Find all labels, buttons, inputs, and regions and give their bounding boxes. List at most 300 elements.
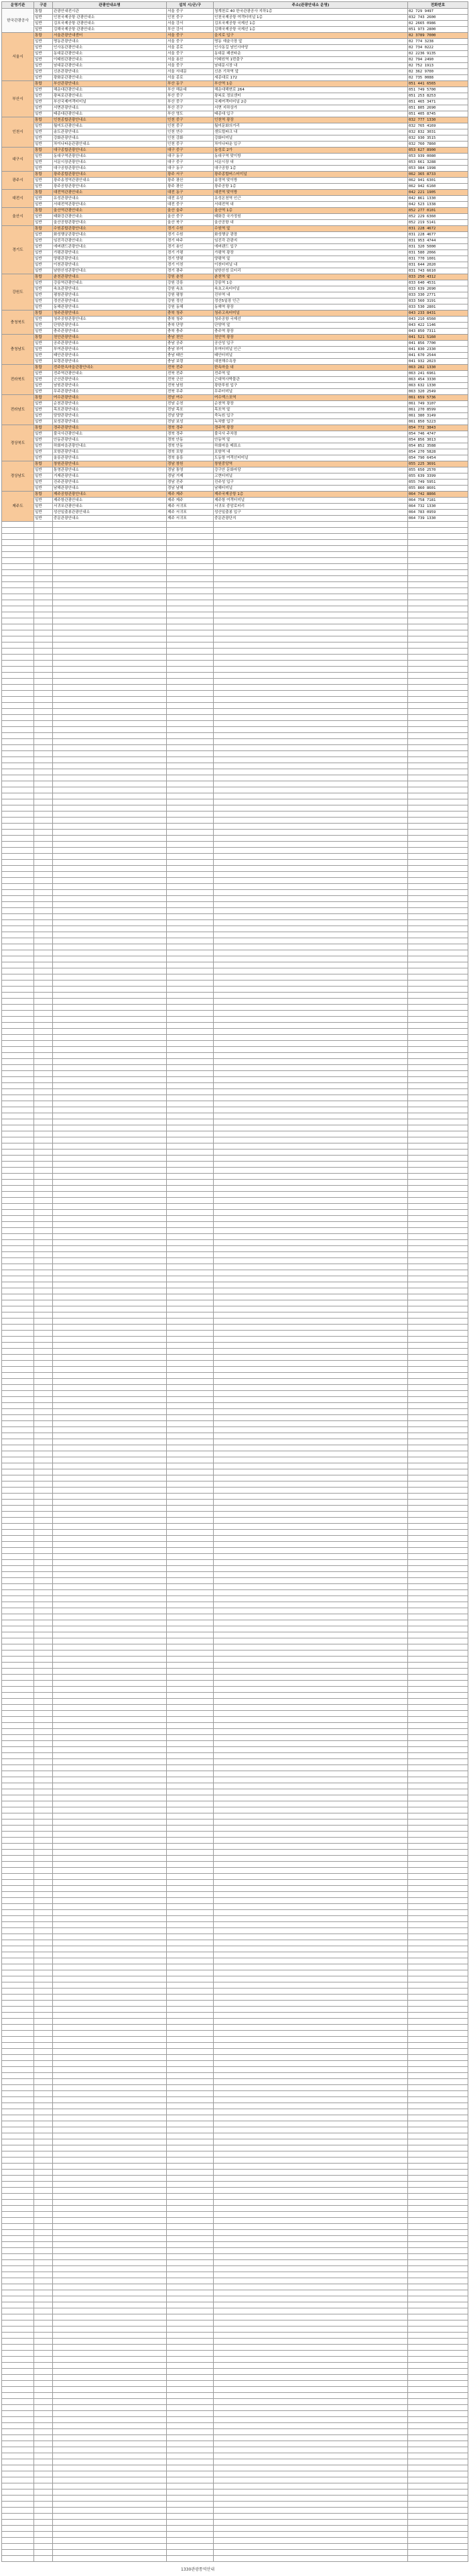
empty-cell [214, 926, 408, 932]
empty-cell [53, 1819, 167, 1826]
tel-cell: 031 770 1001 [408, 256, 468, 262]
empty-cell [2, 1560, 34, 1566]
empty-cell [2, 932, 34, 938]
empty-cell [2, 1276, 34, 1282]
empty-cell [2, 1638, 34, 1644]
empty-cell [167, 787, 214, 793]
empty-cell [2, 787, 34, 793]
empty-cell [2, 1626, 34, 1632]
empty-cell [53, 1385, 167, 1391]
table-row [2, 172, 468, 178]
type-cell: 일반 [34, 202, 53, 208]
location-cell: 인천 중구 [167, 142, 214, 148]
empty-cell [167, 884, 214, 890]
empty-cell [34, 1131, 53, 1137]
name-cell: 포항관광안내소 [53, 449, 167, 455]
table-row [2, 395, 468, 401]
empty-row [2, 1210, 468, 1216]
empty-cell [408, 1288, 468, 1294]
empty-cell [2, 1765, 34, 1771]
empty-row [2, 624, 468, 630]
empty-cell [34, 2514, 53, 2520]
type-cell: 일반 [34, 196, 53, 202]
empty-cell [2, 1234, 34, 1240]
empty-cell [167, 1288, 214, 1294]
empty-cell [34, 1723, 53, 1729]
empty-cell [2, 1572, 34, 1578]
empty-cell [408, 1071, 468, 1077]
empty-cell [2, 2170, 34, 2176]
empty-cell [2, 1928, 34, 1934]
empty-row [2, 1409, 468, 1415]
empty-cell [408, 1168, 468, 1174]
empty-cell [408, 2381, 468, 2387]
empty-cell [34, 1379, 53, 1385]
empty-row [2, 2489, 468, 2496]
address-cell: 천안역 광장 [214, 335, 408, 341]
empty-cell [167, 2103, 214, 2109]
type-cell: 일반 [34, 244, 53, 250]
empty-cell [408, 1119, 468, 1125]
empty-cell [167, 1451, 214, 1457]
empty-cell [34, 1457, 53, 1463]
empty-row [2, 2393, 468, 2399]
empty-cell [53, 1813, 167, 1819]
address-cell: 경주역 광장 [214, 425, 408, 431]
empty-row [2, 811, 468, 818]
table-row [2, 33, 468, 39]
empty-cell [53, 1880, 167, 1886]
empty-cell [2, 1759, 34, 1765]
empty-cell [34, 1832, 53, 1838]
empty-row [2, 1053, 468, 1059]
empty-cell [408, 1361, 468, 1367]
empty-row [2, 2453, 468, 2459]
empty-cell [53, 1343, 167, 1349]
empty-cell [214, 1035, 408, 1041]
empty-cell [53, 1035, 167, 1041]
empty-cell [2, 691, 34, 697]
empty-cell [2, 1705, 34, 1711]
tel-cell: 054 772 3843 [408, 425, 468, 431]
empty-cell [214, 2556, 408, 2562]
empty-cell [53, 1023, 167, 1029]
empty-cell [34, 642, 53, 649]
empty-cell [2, 594, 34, 600]
empty-cell [408, 2538, 468, 2544]
empty-cell [167, 612, 214, 618]
empty-cell [214, 968, 408, 974]
empty-cell [167, 1518, 214, 1524]
empty-cell [53, 2387, 167, 2393]
empty-cell [167, 1735, 214, 1741]
tel-cell: 02 3789 7000 [408, 33, 468, 39]
tel-cell: 054 270 5828 [408, 449, 468, 455]
empty-cell [34, 1952, 53, 1958]
empty-row [2, 1264, 468, 1270]
empty-cell [167, 872, 214, 878]
type-cell: 일반 [34, 99, 53, 105]
empty-cell [34, 751, 53, 757]
empty-cell [167, 1995, 214, 2001]
empty-cell [167, 1131, 214, 1137]
empty-row [2, 1355, 468, 1361]
location-cell: 부산 영도 [167, 111, 214, 117]
empty-row [2, 558, 468, 564]
address-cell: 서대전역 내 [214, 202, 408, 208]
empty-cell [167, 1940, 214, 1946]
address-cell: 태화강 국가정원 [214, 214, 408, 220]
empty-cell [53, 2260, 167, 2266]
empty-cell [214, 2103, 408, 2109]
empty-cell [408, 1512, 468, 1518]
tel-cell: 051 805 2690 [408, 105, 468, 111]
empty-cell [408, 1125, 468, 1131]
empty-cell [34, 1874, 53, 1880]
empty-cell [53, 2339, 167, 2345]
empty-cell [53, 1590, 167, 1596]
empty-cell [214, 1168, 408, 1174]
empty-cell [2, 2423, 34, 2429]
empty-cell [167, 1029, 214, 1035]
empty-cell [214, 655, 408, 661]
empty-cell [53, 1789, 167, 1795]
empty-row [2, 1844, 468, 1850]
empty-cell [2, 1771, 34, 1777]
empty-row [2, 655, 468, 661]
empty-row [2, 642, 468, 649]
empty-row [2, 1427, 468, 1433]
empty-row [2, 2236, 468, 2242]
tel-cell: 052 219 5141 [408, 220, 468, 226]
name-cell: 제주공항관광안내소 [53, 492, 167, 498]
empty-row [2, 1294, 468, 1300]
empty-cell [214, 1663, 408, 1669]
address-cell: 동대문 패션타운 [214, 51, 408, 57]
name-cell: 광주종합관광안내소 [53, 172, 167, 178]
empty-cell [53, 1741, 167, 1747]
empty-row [2, 1143, 468, 1150]
empty-row [2, 2007, 468, 2013]
empty-row [2, 1850, 468, 1856]
empty-cell [53, 1162, 167, 1168]
empty-cell [34, 1494, 53, 1500]
tel-cell: 033 330 2771 [408, 292, 468, 298]
empty-cell [2, 914, 34, 920]
empty-cell [34, 528, 53, 534]
empty-cell [408, 2151, 468, 2158]
empty-cell [214, 1349, 408, 1355]
empty-cell [214, 981, 408, 987]
empty-cell [53, 2073, 167, 2079]
table-row [2, 335, 468, 341]
empty-cell [167, 1373, 214, 1379]
empty-cell [167, 1240, 214, 1246]
empty-cell [408, 2272, 468, 2278]
empty-row [2, 2001, 468, 2007]
table-row [2, 353, 468, 359]
empty-cell [53, 1349, 167, 1355]
empty-cell [53, 1113, 167, 1119]
empty-cell [34, 1735, 53, 1741]
empty-cell [408, 1578, 468, 1584]
type-cell: 일반 [34, 27, 53, 33]
empty-cell [53, 2025, 167, 2031]
empty-cell [34, 1252, 53, 1258]
name-cell: 하회마을관광안내소 [53, 443, 167, 449]
empty-cell [2, 1711, 34, 1717]
empty-cell [2, 2333, 34, 2339]
empty-cell [53, 1735, 167, 1741]
empty-cell [53, 920, 167, 926]
empty-cell [53, 1047, 167, 1053]
empty-cell [34, 618, 53, 624]
empty-cell [2, 2339, 34, 2345]
location-cell: 인천 중구 [167, 123, 214, 129]
empty-cell [408, 926, 468, 932]
empty-cell [2, 2254, 34, 2260]
empty-cell [408, 1319, 468, 1325]
empty-cell [2, 2435, 34, 2441]
empty-cell [214, 1023, 408, 1029]
empty-cell [408, 2188, 468, 2194]
empty-row [2, 2351, 468, 2357]
tel-cell: 051 749 5700 [408, 87, 468, 93]
type-cell: 일반 [34, 87, 53, 93]
empty-cell [2, 2091, 34, 2097]
empty-cell [214, 2405, 408, 2411]
empty-cell [53, 1650, 167, 1657]
tel-cell: 054 852 3588 [408, 443, 468, 449]
tel-cell: 02 362 9700 [408, 69, 468, 75]
empty-cell [2, 1083, 34, 1089]
empty-cell [408, 1355, 468, 1361]
empty-cell [34, 1035, 53, 1041]
empty-cell [2, 1910, 34, 1916]
empty-cell [408, 1813, 468, 1819]
empty-row [2, 1162, 468, 1168]
empty-row [2, 1838, 468, 1844]
empty-cell [34, 1125, 53, 1131]
header-region: 운영기관 [2, 2, 34, 9]
empty-cell [214, 1596, 408, 1602]
empty-cell [53, 2049, 167, 2055]
empty-row [2, 2049, 468, 2055]
empty-cell [214, 2230, 408, 2236]
empty-cell [2, 2290, 34, 2296]
empty-cell [53, 1439, 167, 1445]
empty-cell [167, 2453, 214, 2459]
table-row [2, 135, 468, 142]
empty-row [2, 1433, 468, 1439]
empty-cell [167, 2496, 214, 2502]
empty-cell [2, 1168, 34, 1174]
empty-cell [167, 781, 214, 787]
location-cell: 강원 속초 [167, 286, 214, 292]
empty-cell [53, 1409, 167, 1415]
empty-cell [214, 1433, 408, 1439]
empty-cell [53, 1331, 167, 1337]
empty-cell [408, 1995, 468, 2001]
empty-cell [34, 1500, 53, 1506]
empty-row [2, 564, 468, 570]
empty-cell [34, 2532, 53, 2538]
empty-cell [53, 1379, 167, 1385]
empty-cell [2, 1427, 34, 1433]
empty-cell [53, 1180, 167, 1186]
empty-cell [214, 1264, 408, 1270]
empty-cell [34, 721, 53, 727]
empty-row [2, 902, 468, 908]
empty-cell [408, 1095, 468, 1101]
empty-cell [167, 1620, 214, 1626]
empty-cell [214, 2260, 408, 2266]
empty-cell [408, 1439, 468, 1445]
empty-cell [408, 805, 468, 811]
empty-cell [167, 655, 214, 661]
empty-cell [53, 1192, 167, 1198]
empty-cell [408, 564, 468, 570]
empty-cell [2, 2471, 34, 2477]
empty-cell [34, 2176, 53, 2182]
name-cell: 부산국제여객터미널 [53, 99, 167, 105]
empty-cell [408, 2284, 468, 2290]
header-tel: 전화번호 [408, 2, 468, 9]
empty-cell [408, 1771, 468, 1777]
type-cell: 통합 [34, 226, 53, 232]
empty-cell [53, 1288, 167, 1294]
empty-cell [167, 1107, 214, 1113]
empty-cell [214, 2236, 408, 2242]
empty-cell [167, 938, 214, 944]
empty-cell [53, 522, 167, 528]
empty-row [2, 2061, 468, 2067]
empty-cell [167, 1011, 214, 1017]
empty-cell [34, 962, 53, 968]
tel-cell: 055 749 5951 [408, 480, 468, 486]
empty-cell [34, 872, 53, 878]
empty-cell [34, 2465, 53, 2471]
empty-cell [34, 842, 53, 848]
empty-cell [408, 1904, 468, 1910]
empty-cell [408, 2139, 468, 2145]
empty-cell [167, 1982, 214, 1989]
name-cell: 태종대관광안내소 [53, 111, 167, 117]
empty-cell [214, 2176, 408, 2182]
empty-cell [34, 1162, 53, 1168]
empty-cell [34, 1240, 53, 1246]
empty-cell [53, 811, 167, 818]
empty-cell [34, 1663, 53, 1669]
empty-cell [53, 757, 167, 763]
empty-row [2, 1644, 468, 1650]
empty-row [2, 570, 468, 576]
empty-cell [214, 600, 408, 606]
empty-cell [2, 1331, 34, 1337]
empty-cell [408, 2254, 468, 2260]
empty-cell [53, 1717, 167, 1723]
empty-cell [408, 2429, 468, 2435]
empty-cell [167, 824, 214, 830]
empty-cell [34, 987, 53, 993]
tel-cell: 031 320 5000 [408, 244, 468, 250]
empty-cell [2, 2013, 34, 2019]
empty-cell [214, 2109, 408, 2115]
empty-cell [408, 715, 468, 721]
empty-cell [167, 1246, 214, 1252]
empty-cell [2, 1029, 34, 1035]
type-cell: 통합 [34, 9, 53, 15]
empty-cell [214, 1005, 408, 1011]
empty-cell [2, 1934, 34, 1940]
empty-cell [214, 878, 408, 884]
empty-cell [214, 1258, 408, 1264]
empty-cell [2, 1807, 34, 1813]
empty-cell [214, 1970, 408, 1976]
type-cell: 일반 [34, 214, 53, 220]
empty-cell [214, 769, 408, 775]
empty-cell [2, 630, 34, 636]
empty-cell [34, 1536, 53, 1542]
empty-cell [408, 1717, 468, 1723]
empty-row [2, 2532, 468, 2538]
name-cell: 광복로관광안내소 [53, 93, 167, 99]
empty-cell [53, 630, 167, 636]
empty-cell [34, 1657, 53, 1663]
location-cell: 경남 진주 [167, 480, 214, 486]
empty-cell [214, 1481, 408, 1488]
empty-cell [2, 2502, 34, 2508]
empty-cell [34, 1319, 53, 1325]
empty-cell [53, 1832, 167, 1838]
type-cell: 일반 [34, 304, 53, 311]
empty-cell [214, 1162, 408, 1168]
empty-row [2, 932, 468, 938]
empty-row [2, 1989, 468, 1995]
empty-cell [34, 612, 53, 618]
empty-cell [408, 552, 468, 558]
empty-cell [408, 2115, 468, 2121]
empty-cell [408, 2007, 468, 2013]
location-cell: 경남 통영 [167, 467, 214, 473]
empty-cell [2, 2260, 34, 2266]
empty-cell [167, 1312, 214, 1319]
empty-cell [214, 2514, 408, 2520]
empty-cell [53, 950, 167, 956]
empty-cell [2, 1240, 34, 1246]
empty-cell [2, 1385, 34, 1391]
empty-cell [408, 1669, 468, 1675]
type-cell: 일반 [34, 407, 53, 413]
empty-row [2, 1319, 468, 1325]
empty-cell [2, 2369, 34, 2375]
empty-cell [167, 1554, 214, 1560]
empty-cell [214, 2218, 408, 2224]
empty-cell [34, 2339, 53, 2345]
empty-cell [2, 1596, 34, 1602]
empty-cell [408, 1614, 468, 1620]
empty-cell [53, 932, 167, 938]
address-cell: 월미문화의거리 [214, 123, 408, 129]
empty-cell [214, 1488, 408, 1494]
empty-cell [408, 1590, 468, 1596]
empty-cell [2, 1729, 34, 1735]
empty-cell [167, 606, 214, 612]
empty-cell [167, 1862, 214, 1868]
empty-cell [167, 1506, 214, 1512]
empty-cell [2, 1747, 34, 1753]
table-row [2, 27, 468, 33]
